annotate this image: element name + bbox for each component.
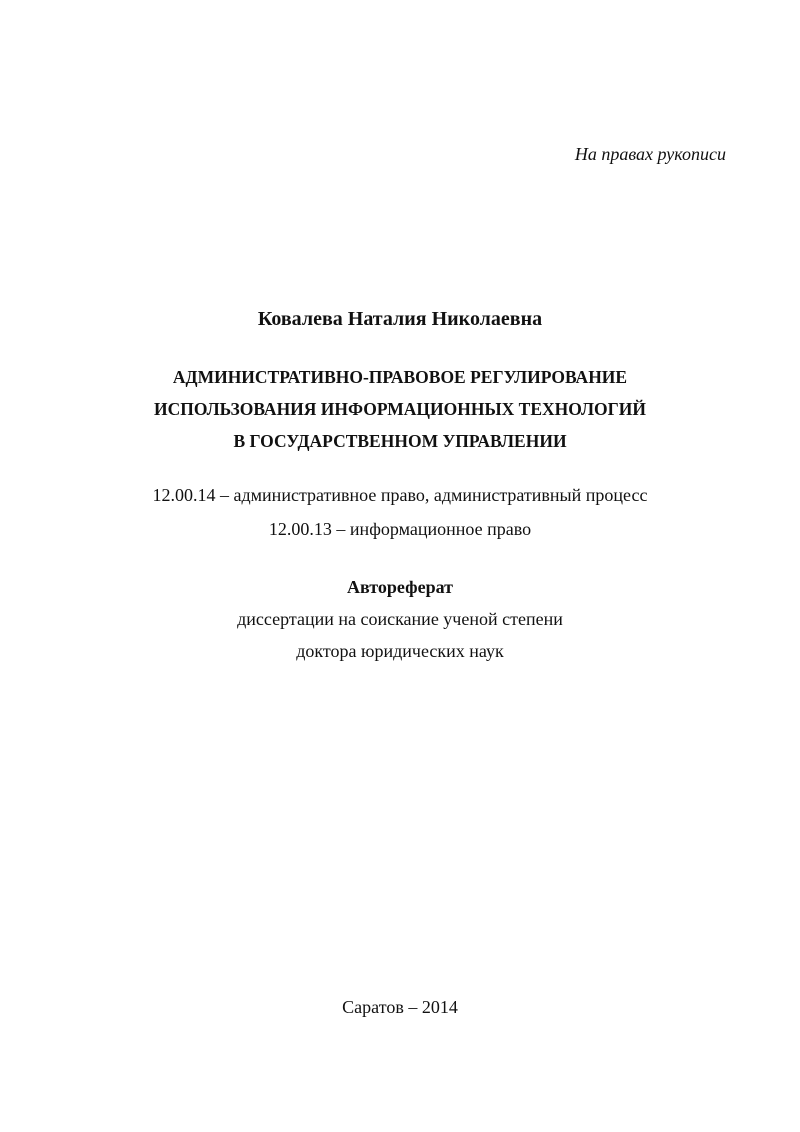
title-line-3: В ГОСУДАРСТВЕННОМ УПРАВЛЕНИИ [233,431,567,451]
specialty-line-2: 12.00.13 – информационное право [268,519,532,539]
specialty-line-1: 12.00.14 – административное право, административный процесс [152,485,648,505]
author-name: Ковалева Наталия Николаевна [257,308,543,330]
degree-description-line-2: доктора юридических наук [296,641,504,661]
manuscript-note: На правах рукописи [574,144,726,164]
degree-description-line-1: диссертации на соискание ученой степени [237,609,563,629]
title-line-1: АДМИНИСТРАТИВНО-ПРАВОВОЕ РЕГУЛИРОВАНИЕ [172,367,628,387]
place-and-year: Саратов – 2014 [342,997,458,1017]
title-line-2: ИСПОЛЬЗОВАНИЯ ИНФОРМАЦИОННЫХ ТЕХНОЛОГИЙ [153,399,647,419]
abstract-label: Автореферат [347,577,453,597]
